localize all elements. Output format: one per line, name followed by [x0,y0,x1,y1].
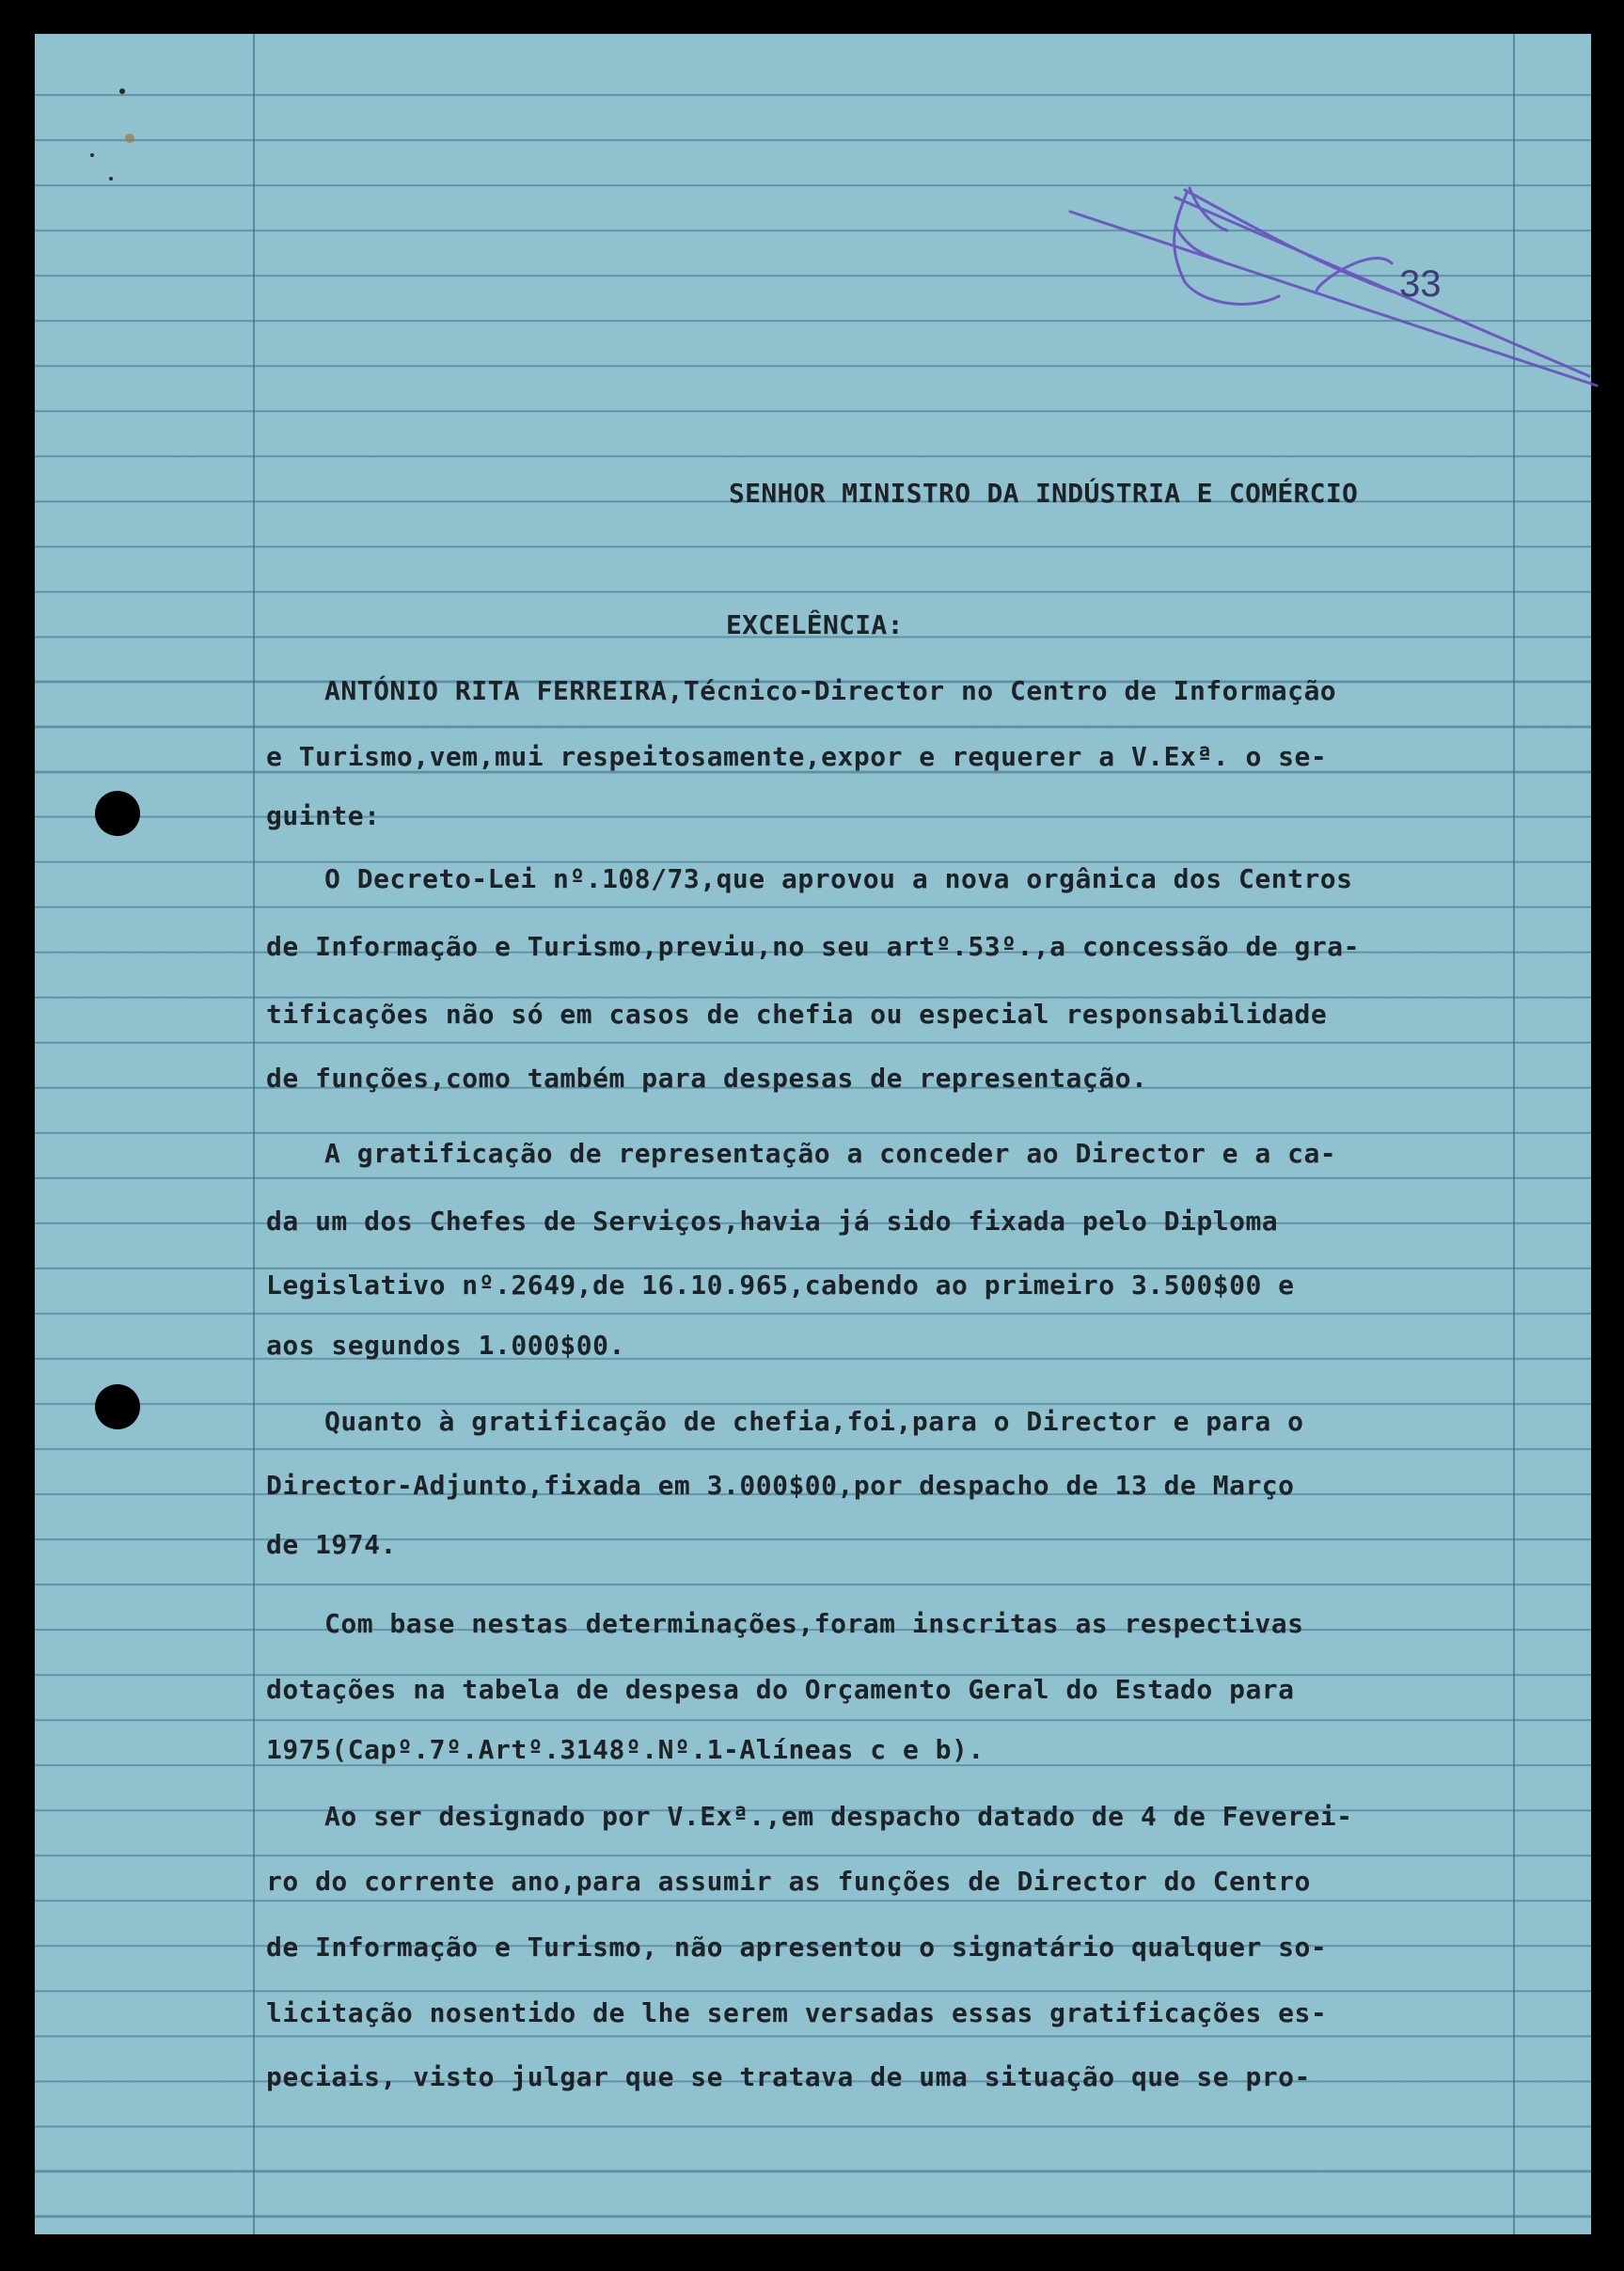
body-line: licitação nosentido de lhe serem versadas essas gratificações es- [266,1997,1328,2028]
body-line: dotações na tabela de despesa do Orçamento Geral do Estado para [266,1674,1295,1705]
body-line: A gratificação de representação a conceder ao Director e a ca- [324,1138,1337,1169]
body-line: de 1974. [266,1529,397,1560]
body-line: aos segundos 1.000$00. [266,1330,625,1361]
body-line: 1975(Capº.7º.Artº.3148º.Nº.1-Alíneas c e b). [266,1734,985,1765]
body-line: Legislativo nº.2649,de 16.10.965,cabendo ao primeiro 3.500$00 e [266,1270,1295,1301]
punch-hole-upper [95,791,140,836]
folio-number: 33 [1399,263,1442,305]
purple-signature-mark [1034,141,1608,395]
body-line: de Informação e Turismo, não apresentou o signatário qualquer so- [266,1932,1328,1963]
body-line: ANTÓNIO RITA FERREIRA,Técnico-Director no Centro de Informação [324,675,1337,706]
body-line: peciais, visto julgar que se tratava de uma situação que se pro- [266,2061,1311,2092]
body-line: e Turismo,vem,mui respeitosamente,expor e requerer a V.Exª. o se- [266,741,1328,772]
addressee-heading: SENHOR MINISTRO DA INDÚSTRIA E COMÉRCIO [729,478,1359,509]
body-line: Ao ser designado por V.Exª.,em despacho datado de 4 de Feverei- [324,1801,1353,1832]
body-line: Director-Adjunto,fixada em 3.000$00,por despacho de 13 de Março [266,1470,1295,1501]
body-line: de Informação e Turismo,previu,no seu artº.53º.,a concessão de gra- [266,931,1360,962]
body-line: Com base nestas determinações,foram inscritas as respectivas [324,1608,1304,1639]
punch-hole-lower [95,1384,140,1429]
body-line: ro do corrente ano,para assumir as funções de Director do Centro [266,1866,1311,1897]
body-line: Quanto à gratificação de chefia,foi,para o Director e para o [324,1406,1304,1437]
body-line: guinte: [266,800,381,831]
body-line: tificações não só em casos de chefia ou especial responsabilidade [266,999,1328,1030]
body-line: O Decreto-Lei nº.108/73,que aprovou a nova orgânica dos Centros [324,863,1353,894]
left-margin-line [253,34,255,2234]
body-line: da um dos Chefes de Serviços,havia já sido fixada pelo Diploma [266,1206,1279,1237]
body-line: de funções,como também para despesas de representação. [266,1063,1148,1094]
salutation: EXCELÊNCIA: [726,609,904,640]
paper-specks [85,80,141,183]
